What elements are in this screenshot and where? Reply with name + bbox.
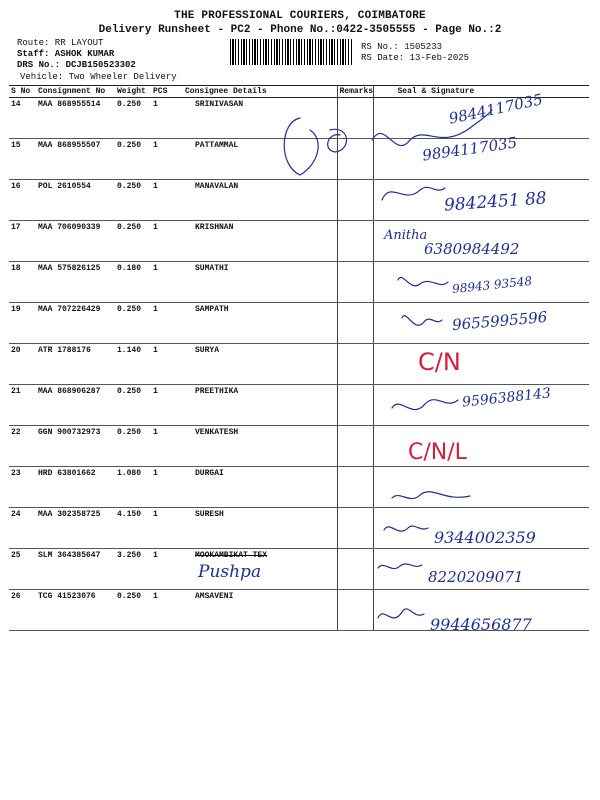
- handwritten-phone-row25: 8220209071: [428, 568, 524, 586]
- cell-consignee: SURESH: [183, 508, 337, 549]
- cell-weight: 1.080: [115, 467, 151, 508]
- handwritten-name-row17: Anitha: [384, 228, 428, 243]
- col-pcs: PCS: [151, 86, 183, 98]
- cell-consignment: ATR 1788176: [36, 344, 115, 385]
- cell-consignee: MANAVALAN: [183, 180, 337, 221]
- cell-remarks: [337, 221, 373, 262]
- cell-remarks: [337, 180, 373, 221]
- cell-consignment: SLM 364385647: [36, 549, 115, 590]
- company-title: THE PROFESSIONAL COURIERS, COIMBATORE: [174, 10, 426, 22]
- cell-weight: 0.250: [115, 139, 151, 180]
- cell-signature: [373, 426, 589, 467]
- cell-sno: 24: [9, 508, 36, 549]
- cell-remarks: [337, 262, 373, 303]
- cell-consignee: KRISHNAN: [183, 221, 337, 262]
- col-seal-signature: Seal & Signature: [373, 86, 589, 98]
- cell-weight: 0.250: [115, 590, 151, 631]
- table-row: [9, 426, 589, 467]
- barcode: [230, 39, 352, 65]
- cell-consignment: MAA 707226429: [36, 303, 115, 344]
- cell-sno: 16: [9, 180, 36, 221]
- cell-consignment: POL 2610554: [36, 180, 115, 221]
- cell-pcs: 1: [151, 508, 183, 549]
- cell-consignment: MAA 575826125: [36, 262, 115, 303]
- cell-remarks: [337, 385, 373, 426]
- cell-remarks: [337, 549, 373, 590]
- handwritten-phone-row24: 9344002359: [434, 528, 536, 547]
- cell-sno: 18: [9, 262, 36, 303]
- col-remarks: Remarks: [337, 86, 373, 98]
- cell-sno: 20: [9, 344, 36, 385]
- staff-label: Staff: ASHOK KUMAR: [17, 49, 115, 59]
- route-label: Route: RR LAYOUT: [17, 38, 104, 48]
- cell-sno: 23: [9, 467, 36, 508]
- cell-sno: 22: [9, 426, 36, 467]
- cell-weight: 4.150: [115, 508, 151, 549]
- cell-pcs: 1: [151, 98, 183, 139]
- cell-remarks: [337, 590, 373, 631]
- col-consignee: Consignee Details: [183, 86, 337, 98]
- cell-consignee: DURGAI: [183, 467, 337, 508]
- cell-pcs: 1: [151, 426, 183, 467]
- cell-pcs: 1: [151, 303, 183, 344]
- cell-consignee: MOOKAMBIKAT TEX: [183, 549, 337, 590]
- cell-consignee: VENKATESH: [183, 426, 337, 467]
- cell-consignment: MAA 302358725: [36, 508, 115, 549]
- cell-consignment: GGN 900732973: [36, 426, 115, 467]
- cell-remarks: [337, 98, 373, 139]
- cell-pcs: 1: [151, 262, 183, 303]
- cell-consignment: MAA 868955507: [36, 139, 115, 180]
- handwritten-phone-row18: 98943 93548: [451, 273, 533, 297]
- cell-signature: [373, 467, 589, 508]
- col-weight: Weight: [115, 86, 151, 98]
- cell-consignment: MAA 868955514: [36, 98, 115, 139]
- cell-pcs: 1: [151, 385, 183, 426]
- handwritten-phone-row21: 9596388143: [461, 385, 552, 411]
- cell-consignee: SRINIVASAN: [183, 98, 337, 139]
- rs-date: RS Date: 13-Feb-2025: [361, 53, 470, 63]
- col-consignment-no: Consignment No: [36, 86, 115, 98]
- cell-weight: 0.250: [115, 303, 151, 344]
- cell-sno: 21: [9, 385, 36, 426]
- cell-remarks: [337, 139, 373, 180]
- cell-remarks: [337, 344, 373, 385]
- cell-consignee: SURYA: [183, 344, 337, 385]
- cell-consignment: MAA 706090339: [36, 221, 115, 262]
- table-row: [9, 467, 589, 508]
- cell-sno: 19: [9, 303, 36, 344]
- cell-consignment: HRD 63801662: [36, 467, 115, 508]
- cell-sno: 26: [9, 590, 36, 631]
- runsheet-table: [9, 85, 589, 631]
- cell-weight: 0.250: [115, 98, 151, 139]
- cell-consignee: SUMATHI: [183, 262, 337, 303]
- cell-consignee: PATTAMMAL: [183, 139, 337, 180]
- cell-weight: 0.250: [115, 426, 151, 467]
- handwritten-phone-row14: 9844117035: [447, 90, 545, 128]
- drs-number: DRS No.: DCJB150523302: [17, 60, 136, 70]
- vehicle-label: Vehicle: Two Wheeler Delivery: [20, 72, 177, 82]
- cell-signature: [373, 344, 589, 385]
- rs-number: RS No.: 1505233: [361, 42, 443, 52]
- table-row: [9, 344, 589, 385]
- cell-consignment: MAA 868906287: [36, 385, 115, 426]
- cell-sno: 14: [9, 98, 36, 139]
- handwritten-phone-row16: 9842451 88: [443, 188, 548, 216]
- cell-weight: 1.140: [115, 344, 151, 385]
- handwritten-phone-row15: 9894117035: [421, 133, 519, 165]
- cell-pcs: 1: [151, 180, 183, 221]
- cell-sno: 17: [9, 221, 36, 262]
- cell-remarks: [337, 426, 373, 467]
- cell-weight: 0.250: [115, 180, 151, 221]
- table-header-row: [9, 86, 589, 98]
- cell-pcs: 1: [151, 590, 183, 631]
- cell-pcs: 1: [151, 467, 183, 508]
- handwritten-phone-row19: 9655995596: [451, 307, 549, 335]
- handwritten-cnl-row22: C/N/L: [408, 440, 467, 465]
- cell-consignee: AMSAVENI: [183, 590, 337, 631]
- col-sno: S No: [9, 86, 36, 98]
- handwritten-phone-row17: 6380984492: [424, 240, 520, 258]
- handwritten-name-row25: Pushpa: [198, 562, 262, 582]
- cell-weight: 0.250: [115, 221, 151, 262]
- handwritten-phone-row26: 9944656877: [430, 615, 532, 634]
- cell-weight: 0.250: [115, 385, 151, 426]
- cell-remarks: [337, 467, 373, 508]
- cell-consignee: PREETHIKA: [183, 385, 337, 426]
- cell-pcs: 1: [151, 344, 183, 385]
- cell-remarks: [337, 303, 373, 344]
- cell-sno: 25: [9, 549, 36, 590]
- cell-pcs: 1: [151, 221, 183, 262]
- runsheet-subtitle: Delivery Runsheet - PC2 - Phone No.:0422-3505555 - Page No.:2: [98, 24, 502, 36]
- handwritten-cn-row20: C/N: [418, 348, 461, 376]
- cell-remarks: [337, 508, 373, 549]
- cell-pcs: 1: [151, 549, 183, 590]
- cell-pcs: 1: [151, 139, 183, 180]
- cell-consignment: TCG 41523076: [36, 590, 115, 631]
- cell-weight: 3.250: [115, 549, 151, 590]
- cell-consignee: SAMPATH: [183, 303, 337, 344]
- cell-sno: 15: [9, 139, 36, 180]
- cell-weight: 0.180: [115, 262, 151, 303]
